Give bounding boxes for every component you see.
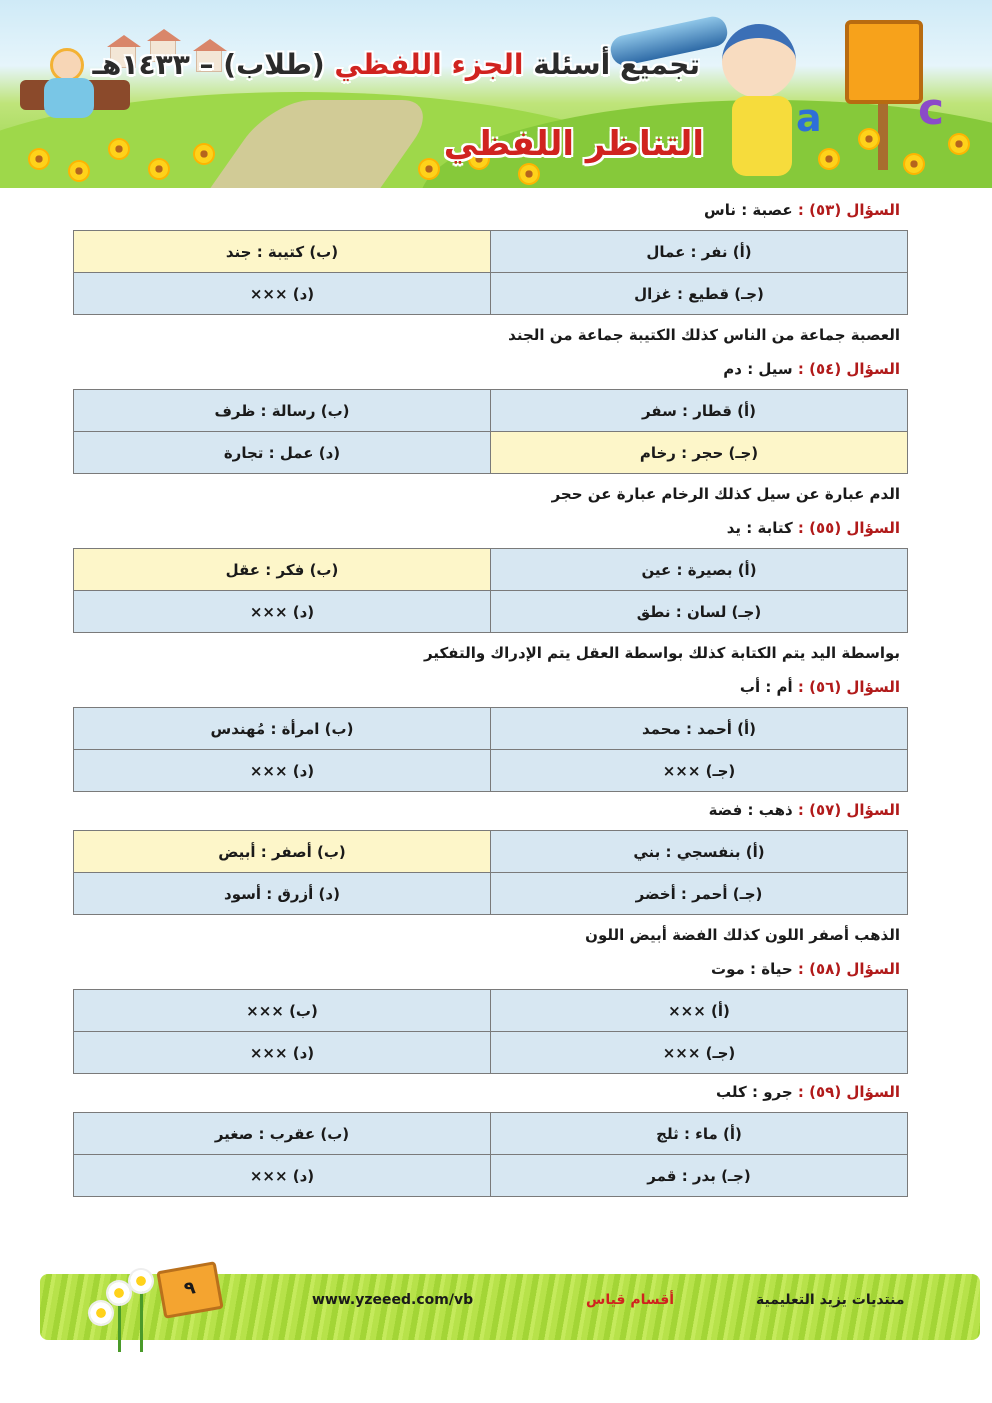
question-number: السؤال (٥٨) :: [797, 960, 900, 978]
sign-pole-illustration: [878, 100, 888, 170]
option-b[interactable]: (ب) فكر : عقل: [74, 549, 491, 591]
option-b[interactable]: (ب) كتيبة : جند: [74, 231, 491, 273]
girl-illustration: [50, 48, 84, 82]
option-b[interactable]: (ب) امرأة : مُهندس: [74, 708, 491, 750]
page-subtitle: التناظر اللفظي: [443, 124, 704, 164]
question-label: [73, 196, 908, 230]
option-b[interactable]: (ب) رسالة : ظرف: [74, 390, 491, 432]
flower-icon: [520, 165, 538, 183]
question-number: السؤال (٥٤) :: [797, 360, 900, 378]
option-c[interactable]: (جـ) لسان : نطق: [491, 591, 908, 633]
table-row: [74, 831, 908, 873]
question-number: السؤال (٥٥) :: [797, 519, 900, 537]
option-a[interactable]: (أ) أحمد : محمد: [491, 708, 908, 750]
question-pair: جرو : كلب: [716, 1083, 793, 1101]
option-d[interactable]: (د) ×××: [74, 1032, 491, 1074]
table-row: [74, 432, 908, 474]
table-row: [74, 873, 908, 915]
table-row: [74, 1113, 908, 1155]
option-d[interactable]: (د) ×××: [74, 1155, 491, 1197]
header-banner: [0, 0, 992, 188]
flower-icon: [820, 150, 838, 168]
table-row: [74, 549, 908, 591]
explanation: الذهب أصفر اللون كذلك الفضة أبيض اللون: [585, 926, 900, 944]
option-a[interactable]: (أ) بنفسجي : بني: [491, 831, 908, 873]
option-c[interactable]: (جـ) أحمر : أخضر: [491, 873, 908, 915]
table-row: [74, 1032, 908, 1074]
options-table: [73, 230, 908, 315]
daisy-icon: [90, 1302, 112, 1324]
option-c[interactable]: (جـ) بدر : قمر: [491, 1155, 908, 1197]
option-b[interactable]: (ب) عقرب : صغير: [74, 1113, 491, 1155]
question-pair: ذهب : فضة: [708, 801, 793, 819]
options-table: [73, 548, 908, 633]
table-row: [74, 1155, 908, 1197]
girl-illustration: [44, 78, 94, 118]
flower-icon: [30, 150, 48, 168]
option-b[interactable]: (ب) ×××: [74, 990, 491, 1032]
question-label: [73, 955, 908, 989]
flower-icon: [110, 140, 128, 158]
daisy-icon: [108, 1282, 130, 1304]
explanation: الدم عبارة عن سيل كذلك الرخام عبارة عن حجر: [551, 485, 900, 503]
question-pair: عصبة : ناس: [704, 201, 793, 219]
table-row: [74, 591, 908, 633]
question-number: السؤال (٥٩) :: [797, 1083, 900, 1101]
explanation: العصبة جماعة من الناس كذلك الكتيبة جماعة من الجند: [508, 326, 900, 344]
flower-icon: [860, 130, 878, 148]
option-b[interactable]: (ب) أصفر : أبيض: [74, 831, 491, 873]
flower-icon: [70, 162, 88, 180]
options-table: [73, 1112, 908, 1197]
footer-banner: [0, 1262, 992, 1403]
question-number: السؤال (٥٣) :: [797, 201, 900, 219]
title-suffix: (طلاب) – ١٤٣٣هـ: [92, 48, 325, 81]
question-pair: سيل : دم: [723, 360, 793, 378]
option-d[interactable]: (د) أزرق : أسود: [74, 873, 491, 915]
option-a[interactable]: (أ) قطار : سفر: [491, 390, 908, 432]
question-label: [73, 796, 908, 830]
option-d[interactable]: (د) ×××: [74, 591, 491, 633]
footer-url[interactable]: www.yzeeed.com/vb: [312, 1292, 474, 1308]
option-c[interactable]: (جـ) حجر : رخام: [491, 432, 908, 474]
flower-icon: [195, 145, 213, 163]
stem-illustration: [140, 1282, 143, 1352]
question-number: السؤال (٥٦) :: [797, 678, 900, 696]
question-label: [73, 355, 908, 389]
title-highlight: الجزء اللفظي: [334, 48, 524, 81]
flower-icon: [150, 160, 168, 178]
flower-icon: [950, 135, 968, 153]
options-table: [73, 989, 908, 1074]
flower-icon: [905, 155, 923, 173]
question-label: [73, 673, 908, 707]
flower-icon: [420, 160, 438, 178]
boy-illustration: [732, 96, 792, 176]
table-row: [74, 708, 908, 750]
table-row: [74, 390, 908, 432]
footer-section[interactable]: أقسام قياس: [586, 1292, 675, 1308]
options-table: [73, 830, 908, 915]
option-d[interactable]: (د) عمل : تجارة: [74, 432, 491, 474]
letter-a-illustration: a: [796, 96, 822, 140]
table-row: [74, 273, 908, 315]
option-a[interactable]: (أ) نفر : عمال: [491, 231, 908, 273]
table-row: [74, 231, 908, 273]
page-number: ٩: [156, 1261, 223, 1319]
explanation: بواسطة اليد يتم الكتابة كذلك بواسطة العقل يتم الإدراك والتفكير: [424, 644, 900, 662]
footer-site-name: منتديات يزيد التعليمية: [756, 1292, 905, 1308]
options-table: [73, 707, 908, 792]
sign-illustration: [845, 20, 923, 104]
questions-list: [73, 196, 908, 1197]
option-d[interactable]: (د) ×××: [74, 750, 491, 792]
option-d[interactable]: (د) ×××: [74, 273, 491, 315]
daisy-icon: [130, 1270, 152, 1292]
letter-c-illustration: c: [918, 84, 945, 135]
table-row: [74, 750, 908, 792]
option-a[interactable]: (أ) ×××: [491, 990, 908, 1032]
question-pair: حياة : موت: [711, 960, 793, 978]
option-a[interactable]: (أ) بصيرة : عين: [491, 549, 908, 591]
option-c[interactable]: (جـ) ×××: [491, 750, 908, 792]
option-a[interactable]: (أ) ماء : ثلج: [491, 1113, 908, 1155]
boy-illustration: [722, 24, 796, 98]
option-c[interactable]: (جـ) قطيع : غزال: [491, 273, 908, 315]
question-number: السؤال (٥٧) :: [797, 801, 900, 819]
question-pair: كتابة : يد: [726, 519, 793, 537]
title-prefix: تجميع أسئلة: [533, 48, 700, 81]
question-label: [73, 1078, 908, 1112]
table-row: [74, 990, 908, 1032]
question-pair: أم : أب: [739, 678, 793, 696]
options-table: [73, 389, 908, 474]
page-title: [92, 48, 700, 81]
question-label: [73, 514, 908, 548]
option-c[interactable]: (جـ) ×××: [491, 1032, 908, 1074]
